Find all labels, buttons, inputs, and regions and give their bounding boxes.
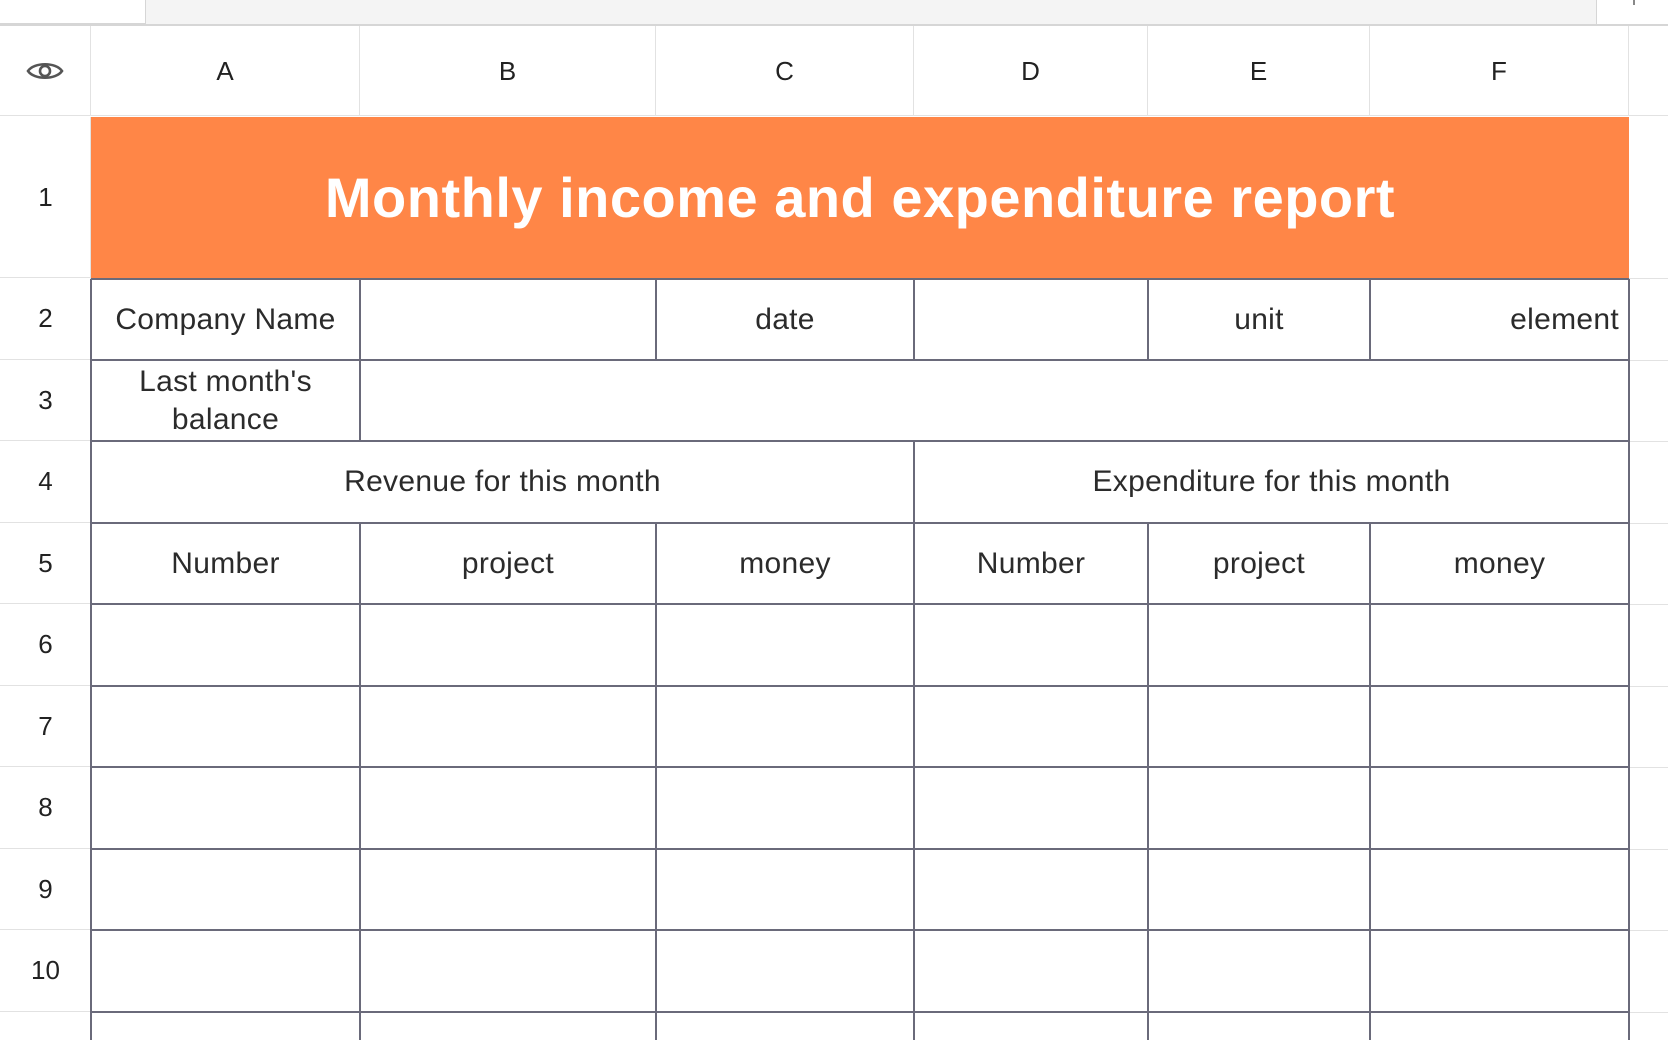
table-cell[interactable] [360,930,656,1012]
table-cell[interactable] [360,604,656,686]
table-cell[interactable] [360,849,656,930]
table-cell[interactable] [656,604,914,686]
table-cell[interactable] [656,930,914,1012]
table-cell[interactable] [656,849,914,930]
company-name-value-cell[interactable] [360,279,656,360]
table-cell[interactable] [1148,849,1370,930]
element-label-cell[interactable]: element [1510,302,1619,336]
table-cell[interactable] [1148,686,1370,767]
unit-label-cell[interactable]: unit [1234,302,1284,336]
column-header-e[interactable]: E [1148,26,1370,116]
date-value-cell[interactable] [914,279,1148,360]
revenue-number-header-cell[interactable]: Number [171,546,280,580]
expenditure-money-header-cell[interactable]: money [1453,546,1546,580]
table-cell[interactable] [1148,930,1370,1012]
row-header-5[interactable]: 5 [0,523,91,604]
date-label-cell[interactable]: date [755,302,815,336]
table-cell[interactable] [656,686,914,767]
row-header-10[interactable]: 10 [0,930,91,1012]
row-header-8[interactable]: 8 [0,767,91,849]
company-name-label-cell[interactable]: Company Name [115,302,336,336]
table-cell[interactable] [91,849,360,930]
row-header-3[interactable]: 3 [0,360,91,441]
table-cell[interactable] [91,686,360,767]
table-cell[interactable] [914,930,1148,1012]
column-header-b[interactable]: B [360,26,656,116]
row-header-7[interactable]: 7 [0,686,91,767]
expenditure-header-cell[interactable]: Expenditure for this month [1092,465,1451,498]
table-cell[interactable] [914,849,1148,930]
table-cell[interactable] [1370,930,1629,1012]
expenditure-number-header-cell[interactable]: Number [976,546,1086,580]
column-header-a[interactable]: A [91,26,360,116]
table-cell[interactable] [360,686,656,767]
table-cell[interactable] [656,767,914,849]
row-header-4[interactable]: 4 [0,441,91,523]
table-cell[interactable] [914,686,1148,767]
last-month-balance-value-cell[interactable] [360,360,1629,441]
table-cell[interactable] [1370,849,1629,930]
report-title-cell[interactable]: Monthly income and expenditure report [91,117,1629,278]
column-header-c[interactable]: C [656,26,914,116]
row-header-2[interactable]: 2 [0,278,91,360]
column-header-d[interactable]: D [914,26,1148,116]
row-header-6[interactable]: 6 [0,604,91,686]
table-cell[interactable] [1370,767,1629,849]
table-cell[interactable] [914,767,1148,849]
revenue-project-header-cell[interactable]: project [461,546,555,580]
table-cell[interactable] [1370,686,1629,767]
table-cell[interactable] [1148,604,1370,686]
revenue-money-header-cell[interactable]: money [739,546,831,580]
table-cell[interactable] [91,930,360,1012]
column-header-f[interactable]: F [1370,26,1629,116]
row-header-9[interactable]: 9 [0,849,91,930]
table-cell[interactable] [1370,604,1629,686]
table-cell[interactable] [914,604,1148,686]
last-month-balance-label-cell[interactable]: Last month's balance [139,364,312,436]
table-cell[interactable] [91,604,360,686]
table-cell[interactable] [91,767,360,849]
row-header-1[interactable]: 1 [0,117,91,278]
table-cell[interactable] [360,767,656,849]
expenditure-project-header-cell[interactable]: project [1212,546,1306,580]
revenue-header-cell[interactable]: Revenue for this month [344,465,661,498]
table-cell[interactable] [1148,767,1370,849]
